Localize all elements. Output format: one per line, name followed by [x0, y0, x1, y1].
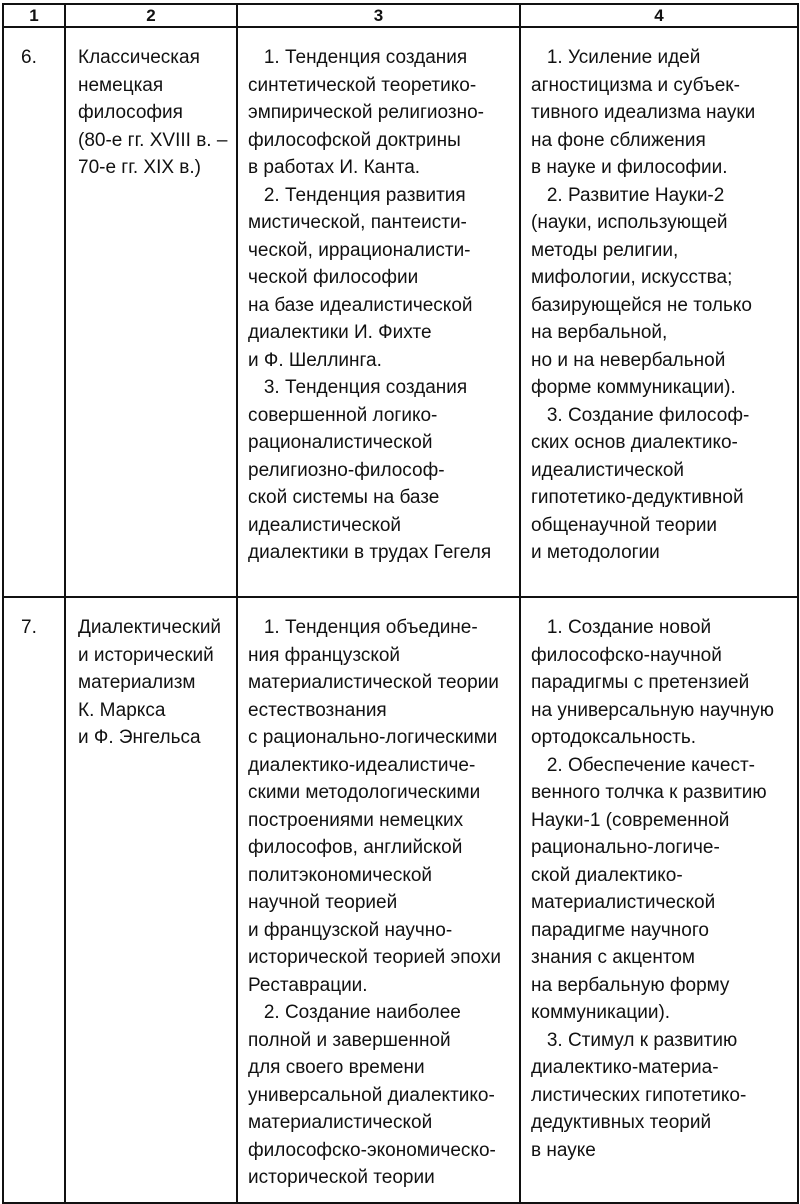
- text-line: (80-е гг. XVIII в. –: [78, 129, 228, 151]
- text-line: философско-научной: [531, 644, 722, 666]
- text-line: эмпирической религиозно-: [248, 102, 484, 123]
- text-line: ческой, иррационалисти-: [248, 239, 471, 261]
- text-line: ской диалектико-: [531, 864, 683, 886]
- text-line: материалистической: [531, 892, 716, 913]
- philosophy-name-cell: [65, 27, 237, 597]
- text-line: тивного идеализма науки: [531, 102, 756, 123]
- text-line: знания с акцентом: [531, 947, 695, 968]
- text-line: 3. Стимул к развитию: [531, 1029, 738, 1051]
- text-line: философско-экономическо-: [248, 1139, 496, 1161]
- header-cell-3: 3: [237, 4, 520, 27]
- text-line: диалектико-материа-: [531, 1057, 719, 1078]
- text-line: и Ф. Шеллинга.: [248, 349, 382, 371]
- text-line: построениями немецких: [248, 809, 464, 831]
- text-line: гипотетико-дедуктивной: [531, 487, 744, 508]
- text-line: 3. Создание философ-: [531, 404, 750, 426]
- philosophy-table: [2, 3, 799, 1204]
- text-line: и французской научно-: [248, 919, 453, 941]
- text-line: синтетической теоретико-: [248, 74, 477, 96]
- text-line: скими методологическими: [248, 782, 481, 803]
- table-row-6: [3, 27, 798, 597]
- text-line: и исторический: [78, 644, 214, 666]
- text-line: коммуникации).: [531, 1002, 671, 1023]
- consequences-text: [521, 598, 797, 1174]
- text-line: научной теорией: [248, 892, 398, 913]
- text-line: ской системы на базе: [248, 487, 440, 508]
- text-line: в работах И. Канта.: [248, 157, 421, 178]
- text-line: исторической теорией эпохи: [248, 947, 502, 968]
- text-line: в науке: [531, 1139, 596, 1161]
- text-line: венного толчка к развитию: [531, 782, 767, 803]
- text-line: парадигмы с претензией: [531, 672, 750, 693]
- consequences-text: [521, 28, 797, 577]
- text-line: но и на невербальной: [531, 349, 726, 371]
- text-line: на фоне сближения: [531, 129, 706, 151]
- text-line: в науке и философии.: [531, 157, 728, 178]
- philosophy-name: [66, 28, 236, 182]
- text-line: ния французской: [248, 644, 401, 666]
- text-line: Науки-1 (современной: [531, 809, 730, 831]
- text-line: для своего времени: [248, 1057, 425, 1078]
- text-line: 2. Создание наиболее: [248, 1002, 461, 1023]
- row-number: 7.: [21, 617, 37, 638]
- header-cell-2: 2: [65, 4, 237, 27]
- text-line: естествознания: [248, 699, 387, 721]
- text-line: дедуктивных теорий: [531, 1112, 712, 1133]
- text-line: диалектики И. Фихте: [248, 322, 432, 343]
- text-line: исторической теории: [248, 1167, 435, 1188]
- text-line: идеалистической: [248, 514, 402, 536]
- tendencies-cell: [237, 597, 520, 1203]
- text-line: 3. Тенденция создания: [248, 377, 468, 398]
- text-line: на базе идеалистической: [248, 294, 473, 316]
- text-line: 1. Тенденция объедине-: [248, 617, 478, 638]
- text-line: Классическая: [78, 47, 200, 68]
- text-line: 1. Усиление идей: [531, 47, 701, 68]
- row-number-cell: [3, 597, 65, 1203]
- tendencies-text: [238, 28, 519, 577]
- text-line: К. Маркса: [78, 699, 166, 721]
- text-line: совершенной логико-: [248, 404, 438, 426]
- text-line: религиозно-философ-: [248, 459, 445, 481]
- text-line: и методологии: [531, 542, 660, 563]
- text-line: ортодоксальность.: [531, 727, 697, 748]
- tendencies-cell: [237, 27, 520, 597]
- text-line: 2. Обеспечение качест-: [531, 754, 755, 776]
- text-line: (науки, использующей: [531, 212, 728, 233]
- philosophy-name: [66, 598, 236, 752]
- text-line: материализм: [78, 672, 196, 693]
- row-number-cell: [3, 27, 65, 597]
- text-line: листических гипотетико-: [531, 1084, 747, 1106]
- text-line: немецкая: [78, 74, 164, 96]
- text-line: с рационально-логическими: [248, 727, 498, 748]
- consequences-cell: [520, 27, 798, 597]
- text-line: парадигме научного: [531, 919, 709, 941]
- text-line: рационально-логиче-: [531, 837, 720, 858]
- text-line: универсальной диалектико-: [248, 1084, 495, 1106]
- header-row: [3, 4, 798, 27]
- text-line: диалектико-идеалистиче-: [248, 754, 476, 776]
- text-line: материалистической теории: [248, 672, 499, 693]
- header-cell-1: 1: [3, 4, 65, 27]
- philosophy-name-cell: [65, 597, 237, 1203]
- text-line: Реставрации.: [248, 974, 368, 996]
- row-number: 6.: [21, 47, 37, 68]
- text-line: базирующейся не только: [531, 294, 752, 316]
- text-line: философской доктрины: [248, 129, 461, 151]
- text-line: ских основ диалектико-: [531, 432, 738, 453]
- text-line: философов, английской: [248, 837, 463, 858]
- text-line: 70-е гг. XIX в.): [78, 157, 202, 178]
- text-line: на вербальную форму: [531, 974, 730, 996]
- text-line: 1. Тенденция создания: [248, 47, 468, 68]
- text-line: политэкономической: [248, 864, 433, 886]
- text-line: общенаучной теории: [531, 514, 718, 536]
- text-line: 1. Создание новой: [531, 617, 712, 638]
- text-line: и Ф. Энгельса: [78, 727, 201, 748]
- text-line: рационалистической: [248, 432, 433, 453]
- header-cell-4: 4: [520, 4, 798, 27]
- text-line: форме коммуникации).: [531, 377, 736, 398]
- text-line: Диалектический: [78, 617, 222, 638]
- text-line: 2. Развитие Науки-2: [531, 184, 725, 206]
- text-line: мифологии, искусства;: [531, 267, 733, 288]
- text-line: идеалистической: [531, 459, 685, 481]
- table-row-7: [3, 597, 798, 1203]
- text-line: философия: [78, 102, 183, 123]
- text-line: материалистической: [248, 1112, 433, 1133]
- text-line: диалектики в трудах Гегеля: [248, 542, 492, 563]
- text-line: 2. Тенденция развития: [248, 184, 466, 206]
- text-line: полной и завершенной: [248, 1029, 451, 1051]
- consequences-cell: [520, 597, 798, 1203]
- text-line: агностицизма и субъек-: [531, 74, 740, 96]
- text-line: ческой философии: [248, 267, 419, 288]
- text-line: на универсальную научную: [531, 699, 775, 721]
- text-line: методы религии,: [531, 239, 679, 261]
- tendencies-text: [238, 598, 519, 1202]
- text-line: мистической, пантеисти-: [248, 212, 467, 233]
- text-line: на вербальной,: [531, 322, 668, 343]
